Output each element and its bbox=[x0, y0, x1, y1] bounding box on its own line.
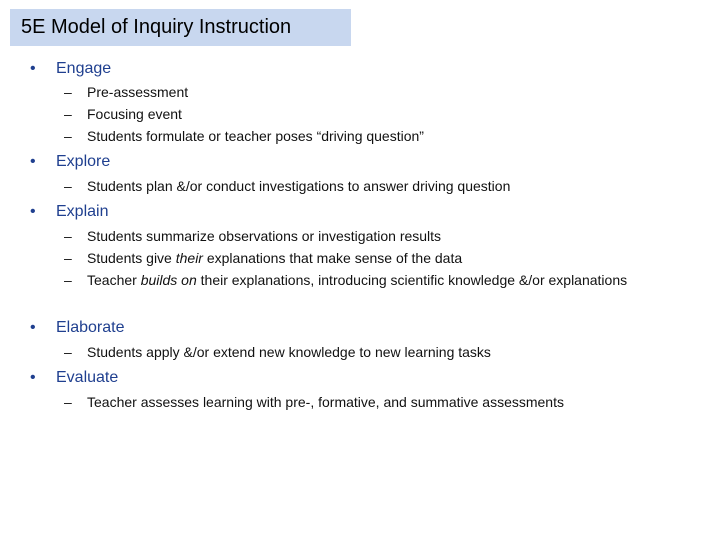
sub-item bbox=[64, 342, 491, 363]
sub-item bbox=[64, 226, 441, 247]
sub-item-text: Teacher assesses learning with pre-, formative, and summative assessments bbox=[87, 394, 564, 410]
bullet-explain bbox=[30, 203, 108, 221]
sub-item-text: Students summarize observations or investigation results bbox=[87, 228, 442, 244]
sub-item-text: Pre-assessment bbox=[87, 84, 189, 100]
emphasis: builds on bbox=[140, 272, 197, 288]
sub-item bbox=[64, 176, 510, 197]
sub-item bbox=[64, 248, 462, 269]
sub-item-text: Students apply &/or extend new knowledge to new learning tasks bbox=[87, 344, 491, 360]
sub-item-text: Teacher builds on their explanations, introducing scientific knowledge &/or explanations bbox=[87, 272, 628, 288]
sub-item bbox=[64, 270, 627, 291]
bullet-evaluate bbox=[30, 369, 118, 387]
heading-explore: Explore bbox=[56, 153, 111, 170]
bullet-icon: • bbox=[30, 60, 36, 77]
bullet-engage bbox=[30, 60, 111, 78]
bullet-icon: • bbox=[30, 319, 36, 336]
heading-evaluate: Evaluate bbox=[56, 369, 119, 386]
heading-elaborate: Elaborate bbox=[56, 319, 125, 336]
sub-item bbox=[64, 392, 564, 413]
sub-item bbox=[64, 82, 188, 103]
sub-item-text: Students give their explanations that make sense of the data bbox=[87, 250, 463, 266]
sub-item bbox=[64, 126, 424, 147]
bullet-elaborate bbox=[30, 319, 125, 337]
sub-item-text: Students formulate or teacher poses “driving question” bbox=[87, 128, 424, 144]
dash-icon: – bbox=[64, 178, 72, 194]
sub-item-text: Focusing event bbox=[87, 106, 182, 122]
slide-title: 5E Model of Inquiry Instruction bbox=[21, 16, 292, 38]
dash-icon: – bbox=[64, 344, 72, 360]
emphasis: their bbox=[175, 250, 203, 266]
dash-icon: – bbox=[64, 106, 72, 122]
bullet-explore bbox=[30, 153, 110, 171]
heading-explain: Explain bbox=[56, 203, 109, 220]
dash-icon: – bbox=[64, 250, 72, 266]
dash-icon: – bbox=[64, 84, 72, 100]
heading-engage: Engage bbox=[56, 60, 112, 77]
bullet-icon: • bbox=[30, 369, 36, 386]
sub-item-text: Students plan &/or conduct investigations to answer driving question bbox=[87, 178, 511, 194]
sub-item bbox=[64, 104, 182, 125]
bullet-icon: • bbox=[30, 153, 36, 170]
dash-icon: – bbox=[64, 128, 72, 144]
dash-icon: – bbox=[64, 272, 72, 288]
dash-icon: – bbox=[64, 394, 72, 410]
bullet-icon: • bbox=[30, 203, 36, 220]
dash-icon: – bbox=[64, 228, 72, 244]
